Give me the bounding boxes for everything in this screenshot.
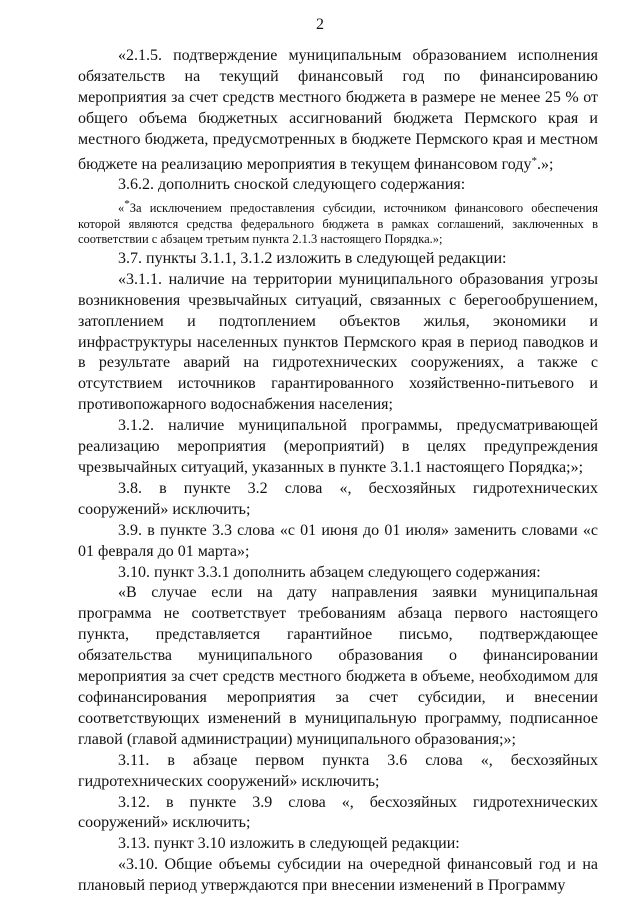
paragraph-3-1-1: «3.1.1. наличие на территории муниципального образования угрозы возникновения чрезвычайных ситуаций, связанных с берегообрушением, затоплением и подтоплением объектов жилья, экономики и инфраструктуры населенных пунктов Пермского края в период паводков и в результате аварий на гидротехнических сооружениях, а также с отсутствием источников гарантированного хозяйственно-питьевого и противопожарного водоснабжения населения; — [78, 270, 598, 414]
paragraph-3-8: 3.8. в пункте 3.2 слова «, бесхозяйных гидротехнических сооружений» исключить; — [78, 479, 598, 518]
paragraph-3-6-2: 3.6.2. дополнить сноской следующего содержания: — [118, 176, 466, 194]
paragraph-3-12: 3.12. в пункте 3.9 слова «, бесхозяйных гидротехнических сооружений» исключить; — [78, 793, 598, 832]
paragraph-3-1-2: 3.1.2. наличие муниципальной программы, предусматривающей реализацию мероприятия (мероприятий) в целях предупреждения чрезвычайных ситуаций, указанных в пункте 3.1.1 настоящего Порядка;»; — [78, 417, 598, 477]
footnote-marker: * — [124, 198, 130, 211]
paragraph-3-9: 3.9. в пункте 3.3 слова «с 01 июня до 01 июля» заменить словами «с 01 февраля до 01 марта»; — [78, 521, 598, 560]
paragraph-new-3-10: «3.10. Общие объемы субсидии на очередной финансовый год и на плановый период утверждаются при внесении изменений в Программу — [78, 856, 598, 895]
paragraph-guarantee-letter: «В случае если на дату направления заявки муниципальная программа не соответствует требованиям абзаца первого настоящего пункта, представляется гарантийное письмо, подтверждающее обязательства муниципального образования о финансировании мероприятия за счет средств местного бюджета в объеме, необходимом для софинансирования мероприятия за счет субсидии, и внесении соответствующих изменений в муниципальную программу, подписанное главой (главой администрации) муниципального образования;»; — [78, 584, 598, 748]
footnote-marker: * — [531, 154, 537, 167]
paragraph-3-11: 3.11. в абзаце первом пункта 3.6 слова «, бесхозяйных гидротехнических сооружений» исключить; — [78, 751, 598, 790]
document-body — [78, 46, 598, 897]
paragraph-3-13: 3.13. пункт 3.10 изложить в следующей редакции: — [118, 835, 460, 853]
paragraph-3-7: 3.7. пункты 3.1.1, 3.1.2 изложить в следующей редакции: — [118, 249, 507, 267]
page-number: 2 — [316, 16, 324, 33]
footnote-text: «*За исключением предоставления субсидии, источником финансового обеспечения которой являются средства федерального бюджета в рамках соглашений, заключенных в соответствии с абзацем третьим пункта 2.1.3 настоящего Порядка.»; — [78, 198, 598, 246]
paragraph-2-1-5: «2.1.5. подтверждение муниципальным образованием исполнения обязательств на текущий финансовый год по финансированию мероприятия за счет средств местного бюджета в размере не менее 25 % от общего объема бюджетных ассигнований бюджета Пермского края и местного бюджета, предусмотренных в бюджете Пермского края и местном бюджете на реализацию мероприятия в текущем финансовом году*.»; — [78, 47, 598, 173]
paragraph-3-10: 3.10. пункт 3.3.1 дополнить абзацем следующего содержания: — [118, 563, 541, 581]
